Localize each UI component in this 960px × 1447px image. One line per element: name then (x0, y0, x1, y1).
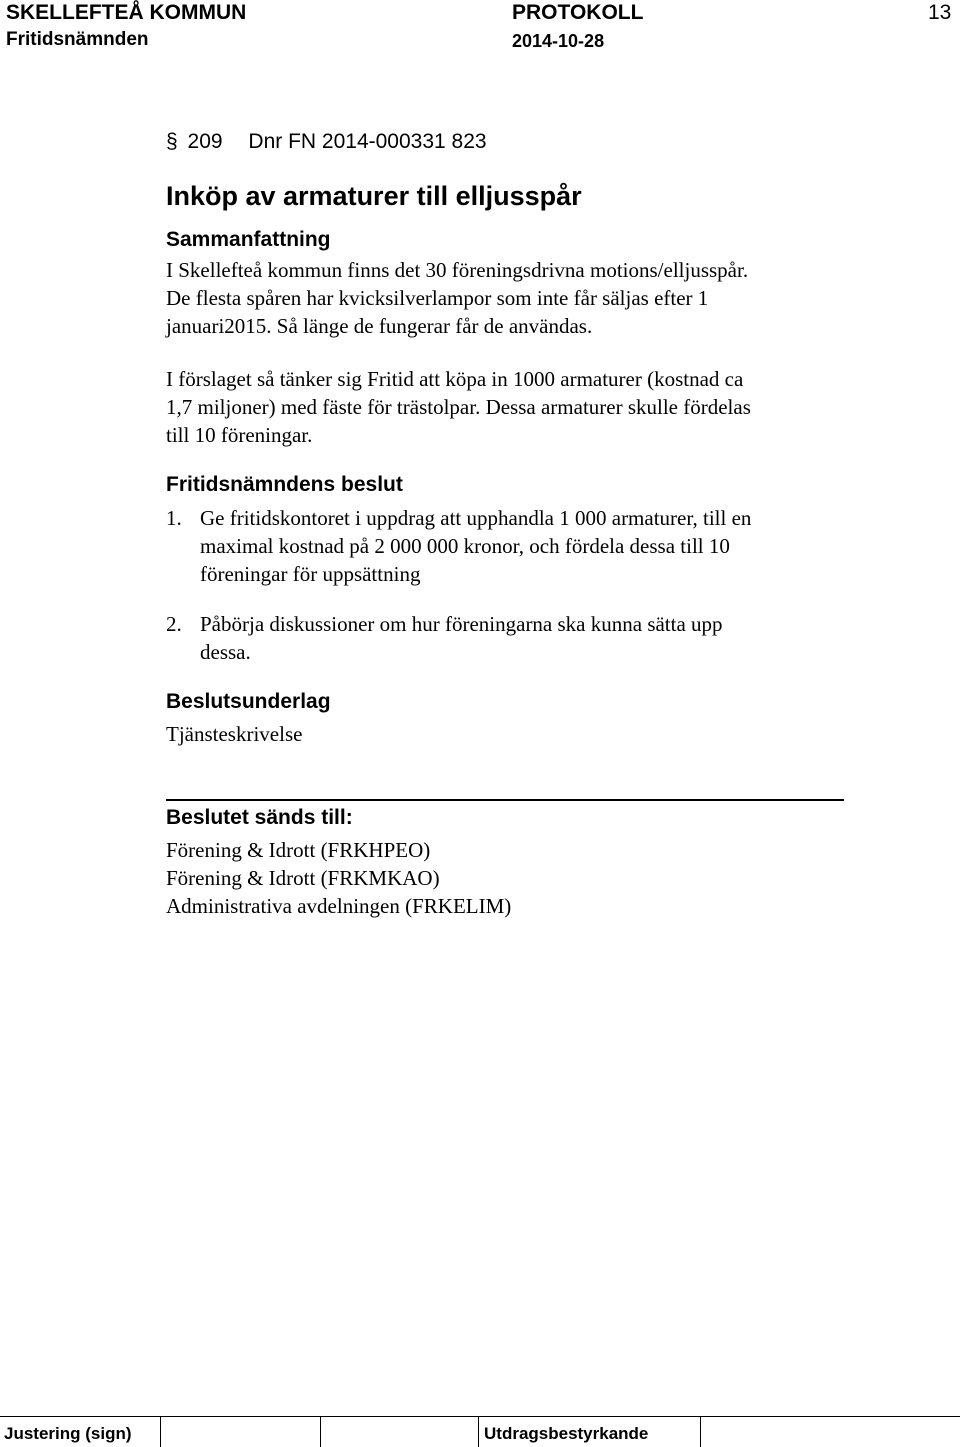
header-date: 2014-10-28 (512, 31, 605, 51)
footer-divider (700, 1416, 701, 1447)
decision-item-number: 2. (166, 612, 182, 636)
paragraph-dnr: Dnr FN 2014-000331 823 (248, 130, 487, 153)
decision-item-line: dessa. (200, 640, 251, 664)
summary-p1-line: De flesta spåren har kvicksilverlampor som inte får säljas efter 1 (166, 286, 709, 310)
header-org: SKELLEFTEÅ KOMMUN (6, 1, 247, 24)
decision-heading: Fritidsnämndens beslut (166, 473, 403, 496)
footer-divider (160, 1416, 161, 1447)
footer-divider (478, 1416, 479, 1447)
summary-p2-line: I förslaget så tänker sig Fritid att köpa in 1000 armaturer (kostnad ca (166, 367, 744, 391)
decision-item (166, 610, 866, 666)
footer-rule (0, 1416, 960, 1417)
summary-p1-line: januari2015. Så länge de fungerar får de användas. (166, 314, 593, 338)
header-committee: Fritidsnämnden (6, 29, 149, 50)
distribution-recipient: Administrativa avdelningen (FRKELIM) (166, 894, 512, 918)
distribution-heading: Beslutet sänds till: (166, 806, 353, 829)
summary-paragraph-1 (166, 256, 866, 340)
footer-signature-label: Justering (sign) (4, 1424, 132, 1443)
footer-divider (320, 1416, 321, 1447)
summary-heading: Sammanfattning (166, 228, 331, 251)
summary-paragraph-2 (166, 365, 866, 449)
paragraph-reference (166, 129, 487, 155)
decision-item-line: föreningar för uppsättning (200, 562, 421, 586)
paragraph-symbol: § (166, 130, 178, 153)
header-doc-type: PROTOKOLL (512, 1, 644, 24)
footer-extract-label: Utdragsbestyrkande (484, 1424, 649, 1443)
summary-p1-line: I Skellefteå kommun finns det 30 föreningsdrivna motions/elljusspår. (166, 258, 749, 282)
basis-text: Tjänsteskrivelse (166, 722, 303, 746)
decision-item-line: maximal kostnad på 2 000 000 kronor, och fördela dessa till 10 (200, 534, 730, 558)
header-page-number: 13 (928, 1, 952, 24)
paragraph-number: 209 (187, 130, 223, 153)
summary-p2-line: till 10 föreningar. (166, 423, 313, 447)
page-title: Inköp av armaturer till elljusspår (166, 181, 582, 211)
decision-item (166, 504, 866, 588)
basis-heading: Beslutsunderlag (166, 690, 331, 713)
distribution-list (166, 836, 866, 920)
decision-list (166, 504, 866, 666)
decision-item-line: Påbörja diskussioner om hur föreningarna ska kunna sätta upp (200, 612, 723, 636)
distribution-rule (166, 799, 844, 801)
decision-item-number: 1. (166, 506, 182, 530)
distribution-recipient: Förening & Idrott (FRKHPEO) (166, 838, 431, 862)
summary-p2-line: 1,7 miljoner) med fäste för trästolpar. Dessa armaturer skulle fördelas (166, 395, 751, 419)
distribution-recipient: Förening & Idrott (FRKMKAO) (166, 866, 440, 890)
decision-item-line: Ge fritidskontoret i uppdrag att upphandla 1 000 armaturer, till en (200, 506, 752, 530)
